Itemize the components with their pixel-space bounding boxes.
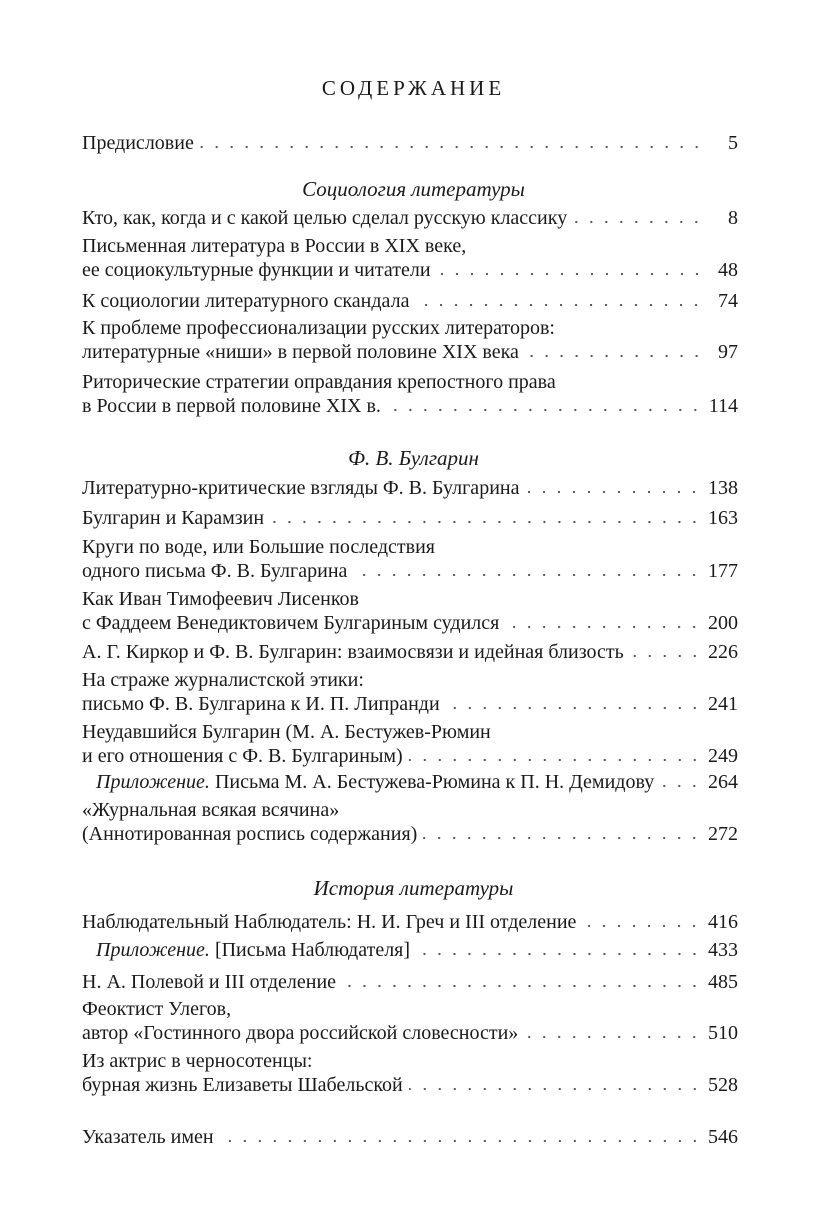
page-number: 485 bbox=[708, 971, 738, 993]
toc-entry bbox=[82, 1125, 738, 1149]
entry-title: в России в первой половине XIX в. bbox=[82, 395, 381, 417]
toc-entry-line bbox=[96, 938, 738, 962]
toc-entry-line bbox=[82, 798, 738, 822]
dot-leader bbox=[415, 301, 704, 307]
entry-title: А. Г. Киркор и Ф. В. Булгарин: взаимосвязи и идейная близость bbox=[82, 641, 624, 663]
page-number: 546 bbox=[708, 1126, 738, 1148]
toc-entry-line bbox=[82, 258, 738, 282]
dot-leader bbox=[409, 756, 702, 762]
dot-leader bbox=[200, 143, 704, 149]
toc-entry-line bbox=[82, 1125, 738, 1149]
page-number: 226 bbox=[708, 641, 738, 663]
dot-leader bbox=[387, 406, 703, 412]
toc-entry bbox=[82, 476, 738, 500]
entry-title: с Фаддеем Венедиктовичем Булгариным судился bbox=[82, 612, 500, 634]
entry-title: Указатель имен bbox=[82, 1126, 214, 1148]
entry-title: литературные «ниши» в первой половине XIX века bbox=[82, 341, 519, 363]
toc-entry bbox=[82, 1049, 738, 1097]
toc-entry-line bbox=[82, 234, 738, 258]
dot-leader bbox=[446, 704, 702, 710]
page-number: 241 bbox=[708, 693, 738, 715]
toc-entry bbox=[82, 370, 738, 418]
toc-entry-line bbox=[82, 506, 738, 530]
toc-entry-line bbox=[82, 744, 738, 768]
toc-entry-line bbox=[82, 316, 738, 340]
page-number: 48 bbox=[718, 259, 738, 281]
entry-title: Наблюдательный Наблюдатель: Н. И. Греч и III отделение bbox=[82, 911, 577, 933]
page-number: 97 bbox=[718, 341, 738, 363]
toc-entry bbox=[82, 587, 738, 635]
toc-entry-line bbox=[82, 535, 738, 559]
toc-entry bbox=[82, 640, 738, 664]
page-number: 114 bbox=[708, 395, 738, 417]
entry-title: Круги по воде, или Большие последствия bbox=[82, 536, 435, 558]
dot-leader bbox=[525, 488, 702, 494]
page-title: СОДЕРЖАНИЕ bbox=[321, 76, 506, 100]
dot-leader bbox=[582, 922, 702, 928]
page-number: 177 bbox=[708, 560, 738, 582]
toc-entry-line bbox=[82, 370, 738, 394]
toc-entry-line bbox=[96, 770, 738, 794]
toc-entry-line bbox=[82, 1073, 738, 1097]
dot-leader bbox=[423, 834, 702, 840]
toc-entry bbox=[82, 798, 738, 846]
page-number: 510 bbox=[708, 1022, 738, 1044]
toc-entry-line bbox=[82, 1049, 738, 1073]
toc-entry bbox=[82, 131, 738, 155]
page-number: 8 bbox=[728, 207, 738, 229]
dot-leader bbox=[353, 571, 702, 577]
entry-title: Литературно-критические взгляды Ф. В. Булгарина bbox=[82, 477, 520, 499]
section-heading: Ф. В. Булгарин bbox=[348, 446, 479, 470]
toc-entry bbox=[82, 535, 738, 583]
toc-entry-line bbox=[82, 340, 738, 364]
toc-entry-line bbox=[82, 720, 738, 744]
toc-entry bbox=[82, 668, 738, 716]
entry-title: Кто, как, когда и с какой целью сделал русскую классику bbox=[82, 207, 568, 229]
entry-title: (Аннотированная роспись содержания) bbox=[82, 823, 418, 845]
toc-entry-line bbox=[82, 131, 738, 155]
entry-title: и его отношения с Ф. В. Булгариным) bbox=[82, 745, 403, 767]
entry-title: ее социокультурные функции и читатели bbox=[82, 259, 431, 281]
toc-entry-line bbox=[82, 206, 738, 230]
page-number: 138 bbox=[708, 477, 738, 499]
section-heading: Социология литературы bbox=[302, 177, 525, 201]
toc-entry-line bbox=[82, 587, 738, 611]
entry-title: К проблеме профессионализации русских литераторов: bbox=[82, 317, 555, 339]
page-number: 5 bbox=[728, 132, 738, 154]
entry-title: К социологии литературного скандала bbox=[82, 290, 410, 312]
page-number: 416 bbox=[708, 911, 738, 933]
entry-title: Из актрис в черносотенцы: bbox=[82, 1050, 313, 1072]
entry-title: [Письма Наблюдателя] bbox=[214, 939, 411, 961]
section-heading: История литературы bbox=[313, 876, 514, 900]
dot-leader bbox=[505, 623, 702, 629]
toc-entry bbox=[82, 206, 738, 230]
page-number: 272 bbox=[708, 823, 738, 845]
dot-leader bbox=[220, 1137, 702, 1143]
page-number: 200 bbox=[708, 612, 738, 634]
page-number: 74 bbox=[718, 290, 738, 312]
page-number: 528 bbox=[708, 1074, 738, 1096]
toc-entry bbox=[96, 938, 738, 962]
toc-entry-line bbox=[82, 611, 738, 635]
toc-entry bbox=[82, 289, 738, 313]
entry-title: Булгарин и Карамзин bbox=[82, 507, 265, 529]
toc-entry bbox=[82, 970, 738, 994]
entry-title: письмо Ф. В. Булгарина к И. П. Липранди bbox=[82, 693, 440, 715]
toc-entry bbox=[82, 720, 738, 768]
appendix-label: Приложение. bbox=[96, 939, 210, 961]
entry-title: автор «Гостинного двора российской словесности» bbox=[82, 1022, 519, 1044]
entry-title: Письменная литература в России в XIX веке, bbox=[82, 235, 467, 257]
entry-title: Феоктист Улегов, bbox=[82, 998, 232, 1020]
dot-leader bbox=[573, 218, 704, 224]
entry-title: Риторические стратегии оправдания крепостного права bbox=[82, 371, 556, 393]
dot-leader bbox=[409, 1085, 702, 1091]
entry-title: Письма М. А. Бестужева-Рюмина к П. Н. Демидову bbox=[214, 771, 655, 793]
page-number: 249 bbox=[708, 745, 738, 767]
toc-entry-line bbox=[82, 289, 738, 313]
toc-entry-line bbox=[82, 1021, 738, 1045]
toc-entry-line bbox=[82, 692, 738, 716]
page-number: 163 bbox=[708, 507, 738, 529]
toc-entry bbox=[82, 234, 738, 282]
toc-entry-line bbox=[82, 559, 738, 583]
toc-entry-line bbox=[82, 822, 738, 846]
dot-leader bbox=[524, 1033, 702, 1039]
entry-title: одного письма Ф. В. Булгарина bbox=[82, 560, 348, 582]
toc-entry-line bbox=[82, 668, 738, 692]
toc-entry bbox=[82, 316, 738, 364]
entry-title: Неудавшийся Булгарин (М. А. Бестужев-Рюмин bbox=[82, 721, 491, 743]
toc-entry-line bbox=[82, 394, 738, 418]
toc-entry-line bbox=[82, 970, 738, 994]
dot-leader bbox=[525, 352, 704, 358]
dot-leader bbox=[630, 652, 702, 658]
toc-entry-line bbox=[82, 997, 738, 1021]
page-number: 264 bbox=[708, 771, 738, 793]
entry-title: «Журнальная всякая всячина» bbox=[82, 799, 340, 821]
entry-title: Н. А. Полевой и III отделение bbox=[82, 971, 337, 993]
toc-entry bbox=[96, 770, 738, 794]
toc-entry bbox=[82, 910, 738, 934]
toc-entry bbox=[82, 997, 738, 1045]
toc-entry-line bbox=[82, 476, 738, 500]
dot-leader bbox=[437, 270, 704, 276]
dot-leader bbox=[416, 950, 702, 956]
entry-title: Предисловие bbox=[82, 132, 194, 154]
dot-leader bbox=[270, 518, 702, 524]
dot-leader bbox=[660, 782, 702, 788]
page-number: 433 bbox=[708, 939, 738, 961]
appendix-label: Приложение. bbox=[96, 771, 210, 793]
toc-entry bbox=[82, 506, 738, 530]
entry-title: На страже журналистской этики: bbox=[82, 669, 364, 691]
toc-entry-line bbox=[82, 910, 738, 934]
entry-title: Как Иван Тимофеевич Лисенков bbox=[82, 588, 359, 610]
toc-entry-line bbox=[82, 640, 738, 664]
entry-title: бурная жизнь Елизаветы Шабельской bbox=[82, 1074, 403, 1096]
dot-leader bbox=[342, 982, 702, 988]
